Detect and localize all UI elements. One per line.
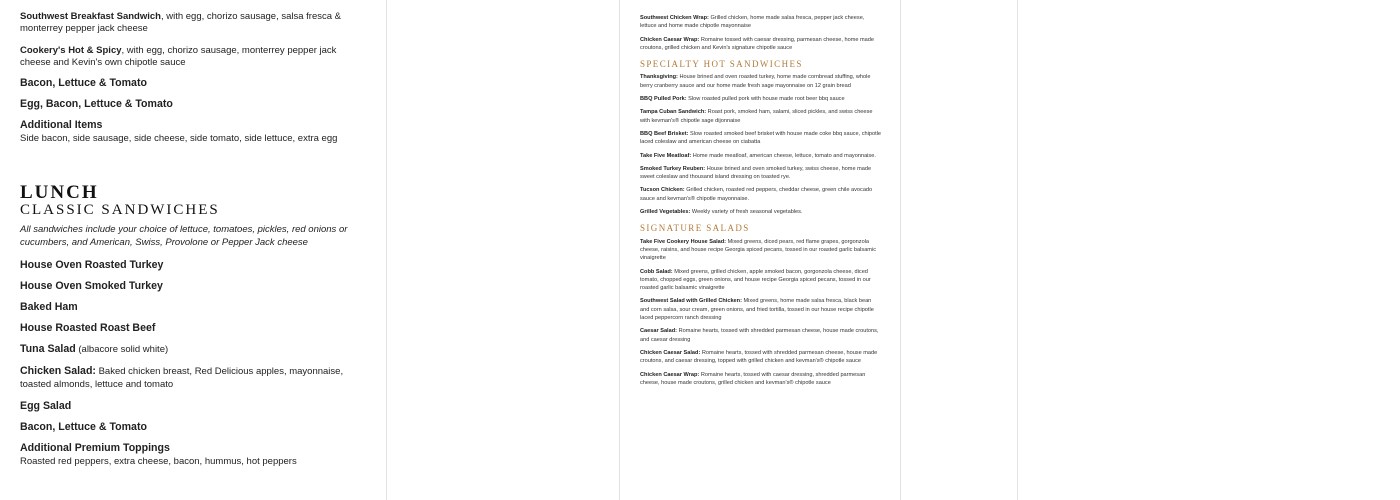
item-name: Take Five Meatloaf: xyxy=(640,152,692,159)
specialty-item xyxy=(640,152,882,160)
salad-item xyxy=(640,371,882,388)
additional-items-desc: Side bacon, side sausage, side cheese, side tomato, side lettuce, extra egg xyxy=(20,133,338,145)
right-menu-column xyxy=(640,0,882,392)
specialty-item xyxy=(640,95,882,103)
salad-item xyxy=(640,349,882,366)
item-desc: Baked chicken breast, Red Delicious apples, mayonnaise, toasted almonds, lettuce and tomato xyxy=(20,366,344,390)
item-name: Cookery's Hot & Spicy xyxy=(20,44,122,56)
sandwich-oven-roasted-turkey: House Oven Roasted Turkey xyxy=(20,259,164,272)
item-desc: Home made meatloaf, american cheese, lettuce, tomato and mayonnaise. xyxy=(691,152,876,159)
menu-item-chicken-salad xyxy=(20,365,368,391)
far-right-page-edge xyxy=(1017,0,1018,500)
specialty-item xyxy=(640,186,882,203)
premium-toppings-desc: Roasted red peppers, extra cheese, bacon, hummus, hot peppers xyxy=(20,455,297,467)
item-desc: Grilled chicken, roasted red peppers, cheddar cheese, green chile avocado sauce and kevman's® chipotle mayonnaise. xyxy=(640,187,873,202)
item-desc: Grilled chicken, home made salsa fresca, pepper jack cheese, lettuce and home made chipotle mayonnaise xyxy=(640,15,865,30)
item-desc: Romaine hearts, tossed with shredded parmesan cheese, house made croutons, and caesar dressing, topped with grilled chicken and kevman's® chipotle sauce xyxy=(640,349,878,365)
item-name: Chicken Caesar Salad: xyxy=(640,349,701,356)
salad-item xyxy=(640,268,882,293)
item-name: Tucson Chicken: xyxy=(640,187,685,194)
item-name: Tuna Salad xyxy=(20,343,76,356)
item-name: Southwest Breakfast Sandwich xyxy=(20,11,161,22)
salad-item xyxy=(640,327,882,344)
menu-item-blt-2: Bacon, Lettuce & Tomato xyxy=(20,420,147,433)
item-desc: (albacore solid white) xyxy=(75,344,169,356)
signature-salads-title: SIGNATURE SALADS xyxy=(640,223,750,234)
item-desc: House brined and oven smoked turkey, swiss cheese, home made sweet coleslaw and thousand island dressing on toasted rye. xyxy=(640,165,872,181)
menu-item-tuna-salad xyxy=(20,343,368,356)
item-name: BBQ Beef Brisket: xyxy=(640,130,689,137)
specialty-item xyxy=(640,130,882,147)
menu-item-southwest-breakfast xyxy=(20,11,368,36)
item-name: Chicken Caesar Wrap: xyxy=(640,36,700,43)
specialty-hot-sandwiches-title: SPECIALTY HOT SANDWICHES xyxy=(640,59,803,70)
item-name: Chicken Salad: xyxy=(20,365,96,378)
item-desc: Slow roasted pulled pork with house made root beer bbq sauce xyxy=(686,96,845,103)
item-name: Cobb Salad: xyxy=(640,268,673,275)
specialty-item xyxy=(640,165,882,182)
item-desc: Romaine tossed with caesar dressing, parmesan cheese, home made croutons, grilled chicken and Kevin's signature chipotle sauce xyxy=(640,36,875,51)
menu-item-egg-salad: Egg Salad xyxy=(20,399,72,412)
salad-item xyxy=(640,297,882,322)
item-name: Chicken Caesar Wrap: xyxy=(640,371,700,378)
item-name: Southwest Chicken Wrap: xyxy=(640,15,709,21)
left-menu-column xyxy=(20,0,368,468)
sandwich-roast-beef: House Roasted Roast Beef xyxy=(20,322,156,335)
classic-intro: All sandwiches include your choice of lettuce, tomatoes, pickles, red onions or cucumbers, and American, Swiss, Provolone or Pepper Jack cheese xyxy=(20,224,348,248)
specialty-item xyxy=(640,208,882,216)
sandwich-oven-smoked-turkey: House Oven Smoked Turkey xyxy=(20,280,163,293)
menu-item-egg-blt: Egg, Bacon, Lettuce & Tomato xyxy=(20,98,173,111)
menu-item-hot-spicy xyxy=(20,45,368,70)
item-desc: Mixed greens, grilled chicken, apple smoked bacon, gorgonzola cheese, diced tomato, chopped eggs, green onions, and house recipe Georgia spiced pecans, tossed in our roasted garlic balsamic vinaigrette xyxy=(640,268,871,292)
item-name: Southwest Salad with Grilled Chicken: xyxy=(640,298,742,305)
item-name: Tampa Cuban Sandwich: xyxy=(640,109,707,116)
item-desc: House brined and oven roasted turkey, home made cornbread stuffing, whole berry cranberry sauce and our home made fresh sage mayonnaise on 12 grain bread xyxy=(640,74,871,89)
item-name: Thanksgiving: xyxy=(640,74,678,81)
item-desc: Slow roasted smoked beef brisket with house made coke bbq sauce, chipotle laced coleslaw and american cheese on ciabatta xyxy=(640,130,881,146)
additional-items-title: Additional Items xyxy=(20,119,103,132)
item-desc: Mixed greens, diced pears, red flame grapes, gorgonzola cheese, raisins, and house recipe Georgia spiced pecans, tossed in our roasted garlic balsamic vinaigrette xyxy=(640,238,876,262)
salad-item xyxy=(640,238,882,263)
item-desc: Mixed greens, home made salsa fresca, black bean and corn salsa, sour cream, green onions, and fried tortilla, tossed in our house recipe chipotle laced peppercorn ranch dressing xyxy=(640,298,874,322)
wrap-chicken-caesar xyxy=(640,36,882,53)
item-desc: , with egg, chorizo sausage, salsa fresca & monterrey pepper jack cheese xyxy=(20,11,342,35)
classic-sandwiches-title: CLASSIC SANDWICHES xyxy=(20,202,220,219)
premium-toppings-title: Additional Premium Toppings xyxy=(20,441,170,454)
left-page-edge xyxy=(386,0,387,500)
item-name: Grilled Vegetables: xyxy=(640,209,691,216)
item-desc: Romaine hearts, tossed with caesar dressing, shredded parmesan cheese, house made croutons, grilled chicken and kevman's® chipotle sauce xyxy=(640,371,866,386)
item-name: Caesar Salad: xyxy=(640,328,678,335)
lunch-title: LUNCH xyxy=(20,182,99,204)
specialty-item xyxy=(640,73,882,90)
right-page-left-edge xyxy=(619,0,620,500)
wrap-southwest-chicken xyxy=(640,14,882,31)
sandwich-baked-ham: Baked Ham xyxy=(20,301,78,314)
right-page-right-edge xyxy=(900,0,901,500)
item-desc: Romaine hearts, tossed with shredded parmesan cheese, house made croutons, and caesar dressing xyxy=(640,328,879,343)
item-name: Smoked Turkey Reuben: xyxy=(640,165,706,172)
item-desc: , with egg, chorizo sausage, monterrey pepper jack cheese and Kevin's own chipotle sauce xyxy=(20,44,337,68)
item-desc: Weekly variety of fresh seasonal vegetables. xyxy=(690,209,803,216)
specialty-item xyxy=(640,108,882,125)
item-name: BBQ Pulled Pork: xyxy=(640,96,687,103)
item-name: Take Five Cookery House Salad: xyxy=(640,238,727,245)
item-desc: Roast pork, smoked ham, salami, sliced pickles, and swiss cheese with kevman's® chipotle sage dijonnaise xyxy=(640,109,873,124)
menu-item-blt: Bacon, Lettuce & Tomato xyxy=(20,77,147,90)
